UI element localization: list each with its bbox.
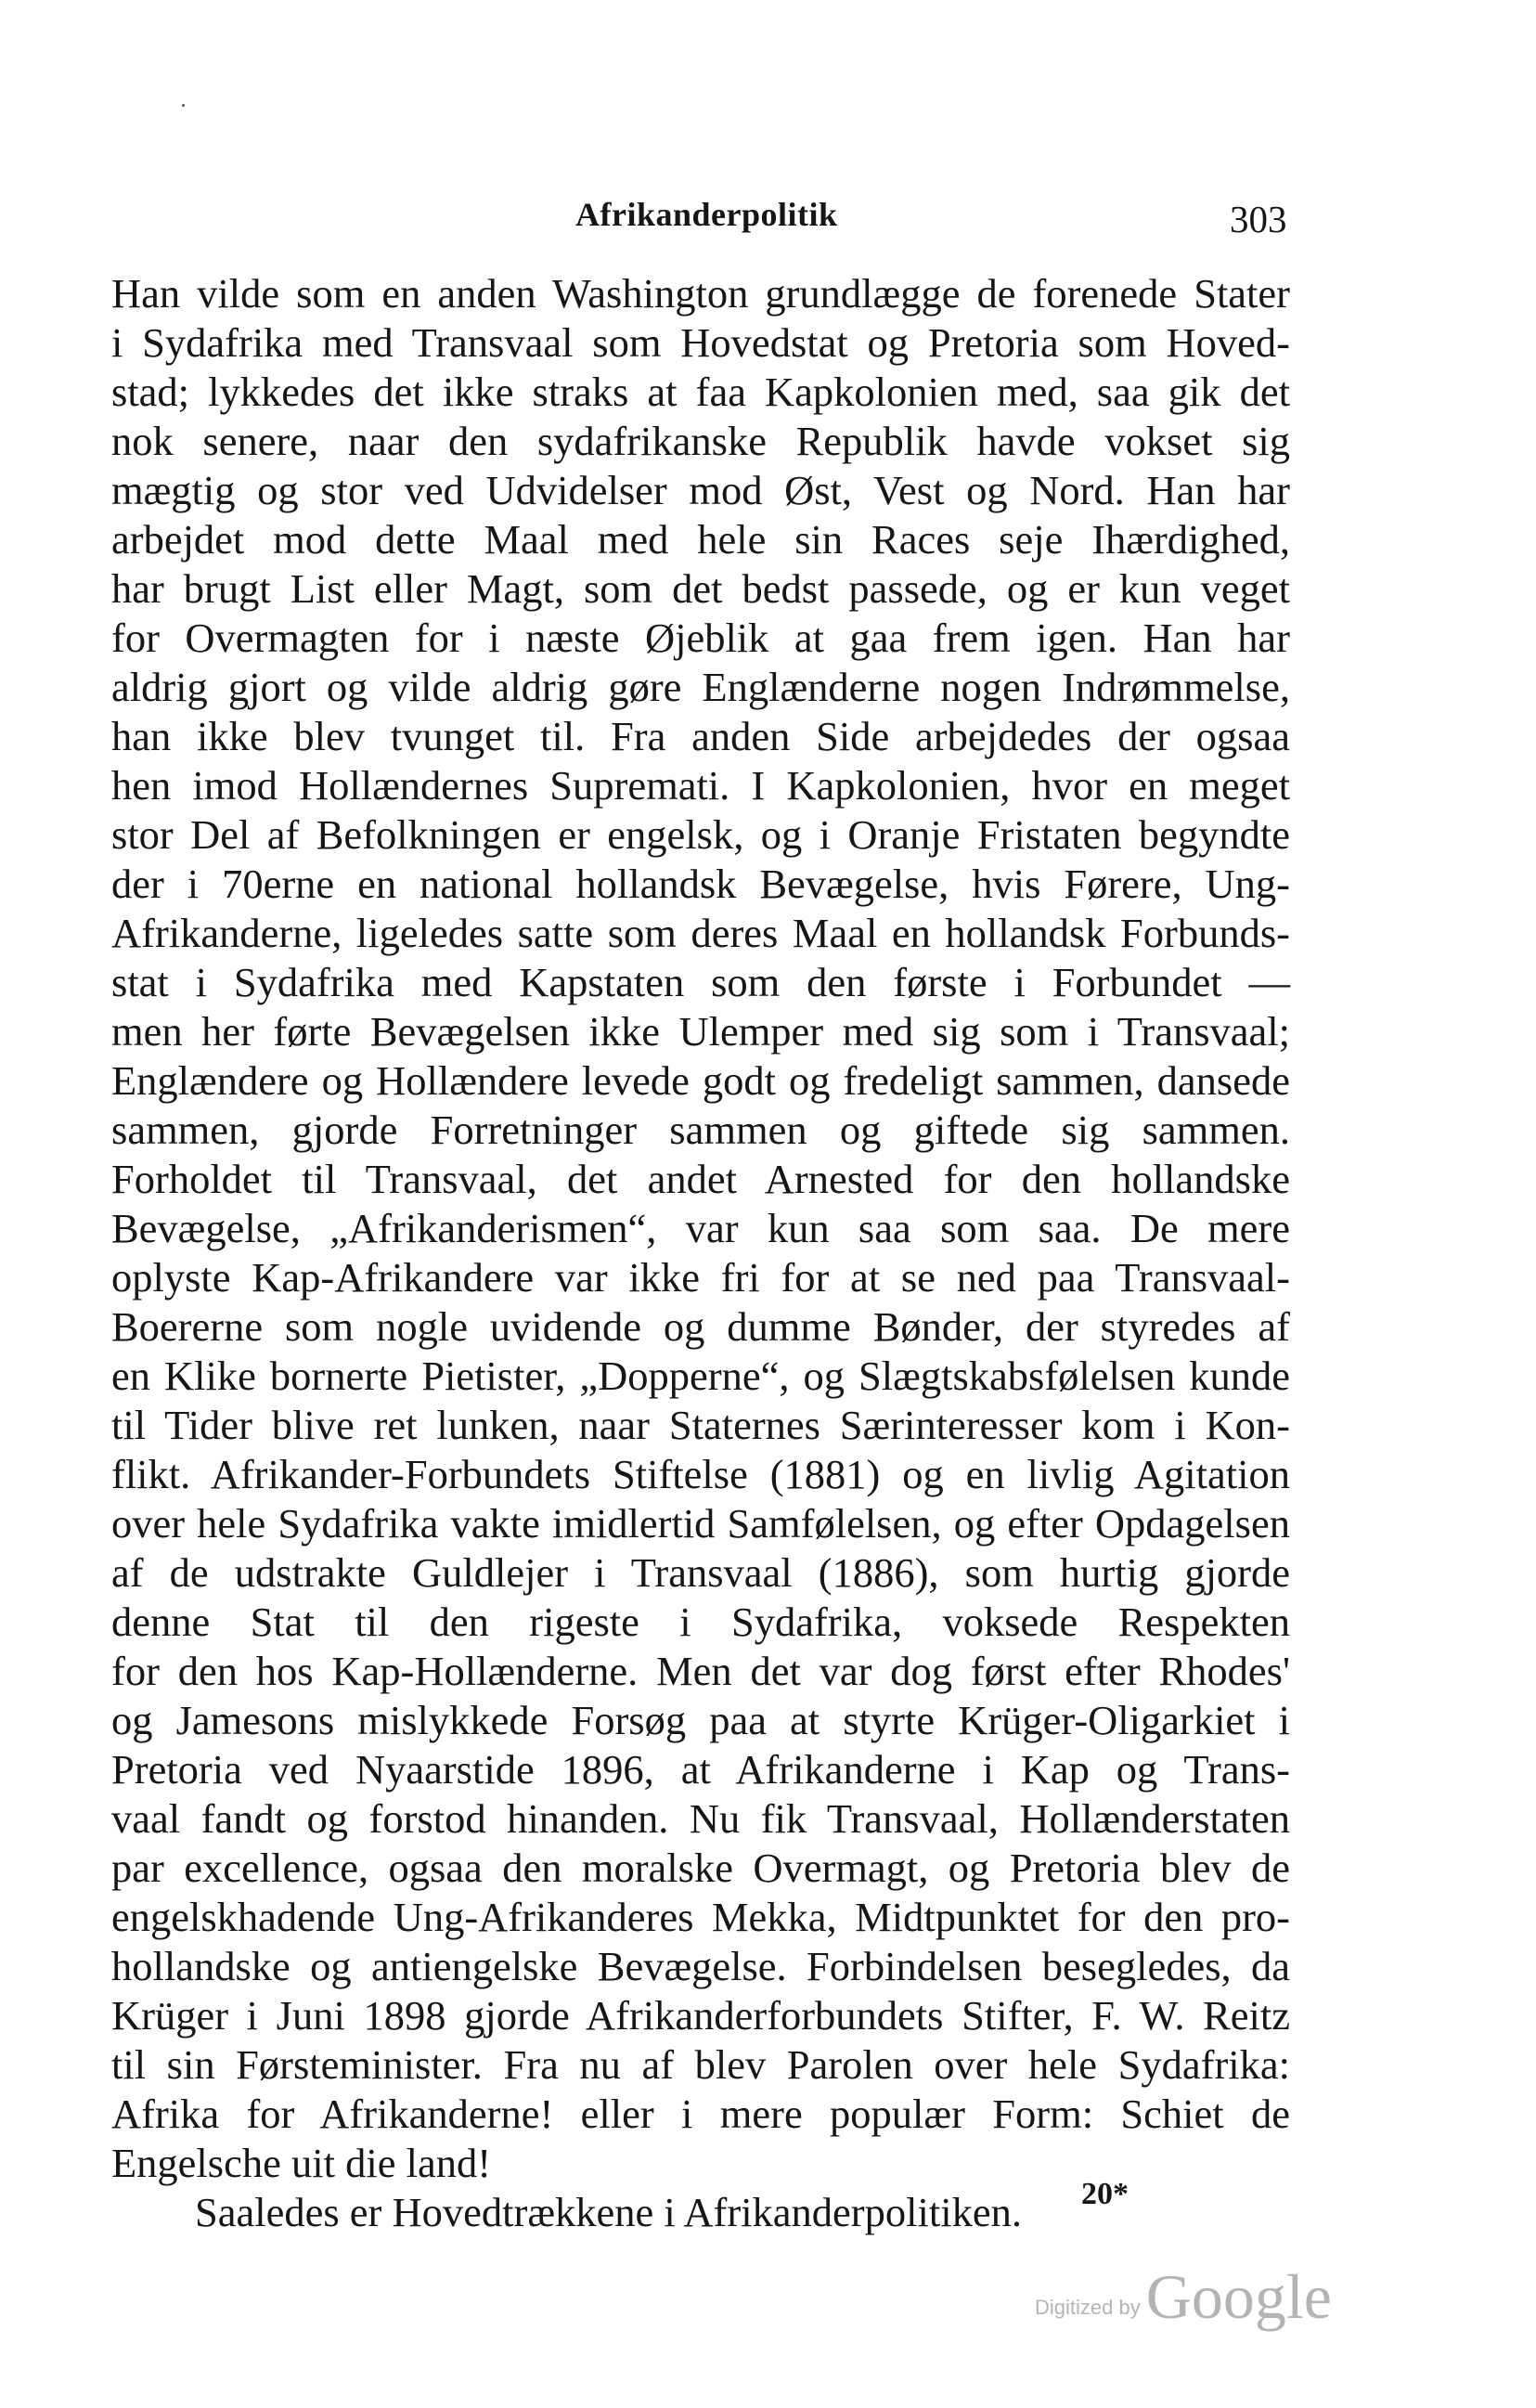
text-line: Krüger i Juni 1898 gjorde Afrikanderforbundets Stifter, F. W. Reitz (111, 1992, 1290, 2039)
text-line: nok senere, naar den sydafrikanske Republik havde vokset sig (111, 418, 1290, 464)
text-line: for Overmagten for i næste Øjeblik at gaa frem igen. Han har (111, 615, 1290, 661)
text-line: Afrikanderne, ligeledes satte som deres Maal en hollandsk Forbunds- (111, 910, 1290, 956)
text-line: Boererne som nogle uvidende og dumme Bønder, der styredes af (111, 1303, 1290, 1350)
text-line: en Klike bornerte Pietister, „Dopperne“, og Slægtskabsfølelsen kunde (111, 1353, 1290, 1399)
text-line: Afrika for Afrikanderne! eller i mere populær Form: Schiet de (111, 2091, 1290, 2137)
paragraph-line: Saaledes er Hovedtrækkene i Afrikanderpolitiken. (195, 2189, 1022, 2235)
text-line: engelskhadende Ung-Afrikanderes Mekka, Midtpunktet for den pro- (111, 1894, 1290, 1940)
text-line: der i 70erne en national hollandsk Bevægelse, hvis Førere, Ung- (111, 861, 1290, 907)
text-line: hen imod Hollændernes Supremati. I Kapkolonien, hvor en meget (111, 762, 1290, 809)
google-logo: Google (1145, 2261, 1332, 2332)
text-line: denne Stat til den rigeste i Sydafrika, voksede Respekten (111, 1599, 1290, 1645)
text-line: flikt. Afrikander-Forbundets Stiftelse (1881) og en livlig Agitation (111, 1451, 1290, 1497)
text-line: stad; lykkedes det ikke straks at faa Kapkolonien med, saa gik det (111, 369, 1290, 415)
text-line: Han vilde som en anden Washington grundlægge de forenede Stater (111, 270, 1290, 317)
text-line: par excellence, ogsaa den moralske Overmagt, og Pretoria blev de (111, 1845, 1290, 1891)
text-line: Bevægelse, „Afrikanderismen“, var kun saa som saa. De mere (111, 1205, 1290, 1251)
text-line: han ikke blev tvunget til. Fra anden Side arbejdedes der ogsaa (111, 713, 1290, 759)
text-line: arbejdet mod dette Maal med hele sin Races seje Ihærdighed, (111, 516, 1290, 563)
text-line: aldrig gjort og vilde aldrig gøre Englænderne nogen Indrømmelse, (111, 664, 1290, 710)
page-number: 303 (1230, 198, 1287, 240)
text-line: oplyste Kap-Afrikandere var ikke fri for at se ned paa Transvaal- (111, 1254, 1290, 1301)
running-title: Afrikanderpolitik (575, 196, 838, 233)
text-line: sammen, gjorde Forretninger sammen og giftede sig sammen. (111, 1107, 1290, 1153)
text-line: mægtig og stor ved Udvidelser mod Øst, Vest og Nord. Han har (111, 467, 1290, 513)
body-text (111, 269, 1290, 2237)
text-line: stor Del af Befolkningen er engelsk, og i Oranje Fristaten begyndte (111, 811, 1290, 858)
digitized-prefix: Digitized by (1035, 2296, 1141, 2319)
text-line: vaal fandt og forstod hinanden. Nu fik Transvaal, Hollænderstaten (111, 1795, 1290, 1842)
text-line: har brugt List eller Magt, som det bedst passede, og er kun veget (111, 565, 1290, 612)
text-line: over hele Sydafrika vakte imidlertid Samfølelsen, og efter Opdagelsen (111, 1500, 1290, 1547)
text-line: af de udstrakte Guldlejer i Transvaal (1886), som hurtig gjorde (111, 1549, 1290, 1596)
text-line: stat i Sydafrika med Kapstaten som den første i Forbundet — (111, 959, 1290, 1005)
text-line: Englændere og Hollændere levede godt og fredeligt sammen, dansede (111, 1057, 1290, 1104)
text-line: Forholdet til Transvaal, det andet Arnested for den hollandske (111, 1156, 1290, 1202)
text-line: men her førte Bevægelsen ikke Ulemper med sig som i Transvaal; (111, 1008, 1290, 1055)
text-line: for den hos Kap-Hollænderne. Men det var dog først efter Rhodes' (111, 1648, 1290, 1694)
text-line: og Jamesons mislykkede Forsøg paa at styrte Krüger-Oligarkiet i (111, 1697, 1290, 1743)
text-line: Pretoria ved Nyaarstide 1896, at Afrikanderne i Kap og Trans- (111, 1746, 1290, 1793)
text-line: til sin Førsteminister. Fra nu af blev Parolen over hele Sydafrika: (111, 2041, 1290, 2088)
text-line: Engelsche uit die land! (111, 2140, 492, 2186)
text-line: til Tider blive ret lunken, naar Staternes Særinteresser kom i Kon- (111, 1402, 1290, 1448)
digitized-watermark (1035, 2260, 1332, 2334)
print-speck (182, 104, 185, 107)
text-line: i Sydafrika med Transvaal som Hovedstat og Pretoria som Hoved- (111, 319, 1290, 366)
text-line: hollandske og antiengelske Bevægelse. Forbindelsen besegledes, da (111, 1943, 1290, 1989)
signature-mark: 20* (1081, 2177, 1129, 2211)
